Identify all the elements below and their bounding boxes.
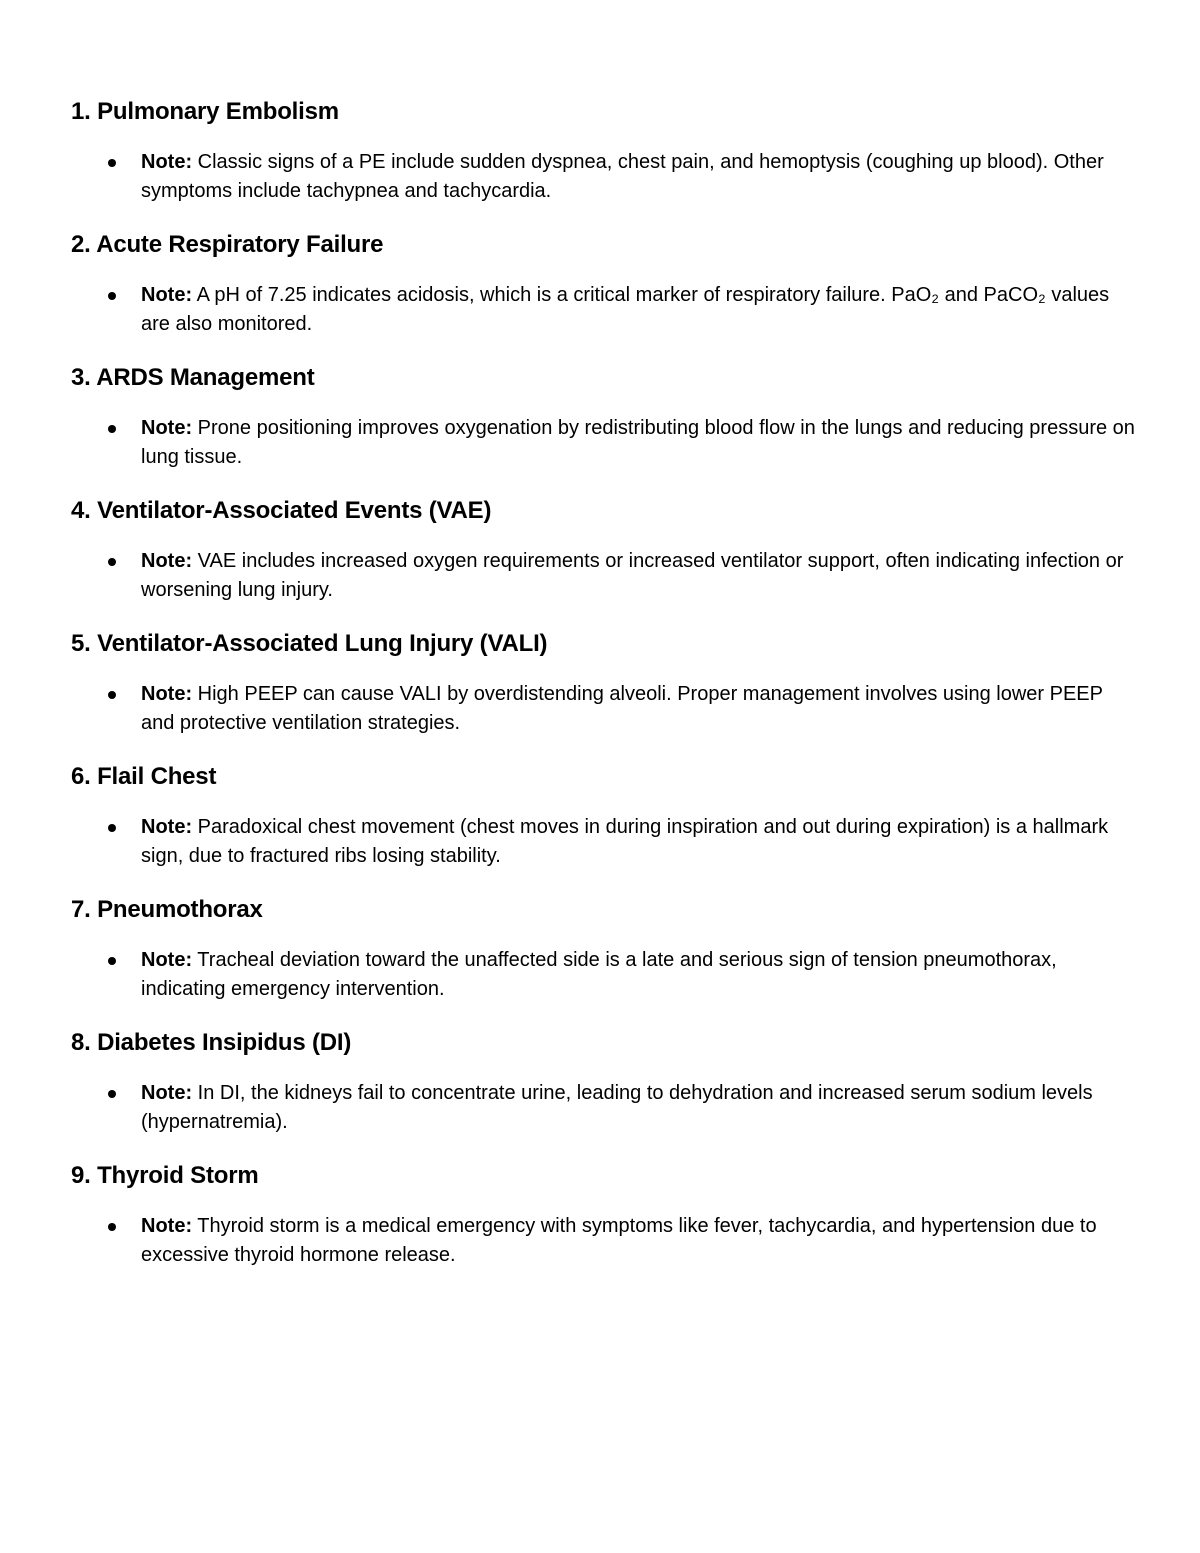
bullet-icon [108,691,116,699]
note-text: Tracheal deviation toward the unaffected side is a late and serious sign of tension pneumothorax, indicating emergency intervention. [141,949,1057,1000]
note-text: VAE includes increased oxygen requirements or increased ventilator support, often indicating infection or worsening lung injury. [141,550,1124,601]
note-list [71,281,1140,339]
note-list [71,680,1140,738]
bullet-icon [108,957,116,965]
section-title: 5. Ventilator-Associated Lung Injury (VALI) [71,630,548,657]
note-text: A pH of 7.25 indicates acidosis, which is a critical marker of respiratory failure. PaO₂ and PaCO₂ values are also monitored. [141,284,1110,335]
note-label: Note: [141,683,193,705]
section-title: 3. ARDS Management [71,364,315,391]
note-label: Note: [141,1215,193,1237]
note-label: Note: [141,816,193,838]
section-title: 2. Acute Respiratory Failure [71,231,384,258]
note-list [71,414,1140,472]
bullet-icon [108,824,116,832]
section-pulmonary-embolism [71,96,1140,206]
note-item [71,946,1140,1004]
bullet-icon [108,425,116,433]
section-pneumothorax [71,894,1140,1004]
section-title: 8. Diabetes Insipidus (DI) [71,1029,352,1056]
note-label: Note: [141,151,193,173]
section-title: 1. Pulmonary Embolism [71,98,339,125]
section-acute-respiratory-failure [71,229,1140,339]
note-item [71,680,1140,738]
note-label: Note: [141,284,193,306]
bullet-icon [108,292,116,300]
note-item [71,547,1140,605]
note-text: In DI, the kidneys fail to concentrate urine, leading to dehydration and increased serum sodium levels (hypernatremia). [141,1082,1093,1133]
note-list [71,946,1140,1004]
section-title: 7. Pneumothorax [71,896,263,923]
note-label: Note: [141,417,193,439]
note-list [71,1212,1140,1270]
bullet-icon [108,159,116,167]
note-text: Classic signs of a PE include sudden dyspnea, chest pain, and hemoptysis (coughing up blood). Other symptoms include tachypnea and tachycardia. [141,151,1104,202]
section-title: 6. Flail Chest [71,763,217,790]
note-label: Note: [141,1082,193,1104]
note-text: High PEEP can cause VALI by overdistending alveoli. Proper management involves using lower PEEP and protective ventilation strategies. [141,683,1103,734]
note-list [71,813,1140,871]
note-list [71,547,1140,605]
bullet-icon [108,558,116,566]
bullet-icon [108,1090,116,1098]
bullet-icon [108,1223,116,1231]
section-thyroid-storm [71,1160,1140,1270]
note-label: Note: [141,550,193,572]
note-list [71,148,1140,206]
section-ards-management [71,362,1140,472]
section-title: 9. Thyroid Storm [71,1162,259,1189]
note-text: Thyroid storm is a medical emergency with symptoms like fever, tachycardia, and hypertension due to excessive thyroid hormone release. [141,1215,1097,1266]
note-item [71,813,1140,871]
note-text: Prone positioning improves oxygenation by redistributing blood flow in the lungs and reducing pressure on lung tissue. [141,417,1135,468]
note-item [71,1212,1140,1270]
note-item [71,1079,1140,1137]
section-vali [71,628,1140,738]
note-list [71,1079,1140,1137]
note-item [71,148,1140,206]
note-label: Note: [141,949,193,971]
note-item [71,281,1140,339]
section-title: 4. Ventilator-Associated Events (VAE) [71,497,492,524]
section-flail-chest [71,761,1140,871]
section-vae [71,495,1140,605]
section-diabetes-insipidus [71,1027,1140,1137]
note-text: Paradoxical chest movement (chest moves in during inspiration and out during expiration) is a hallmark sign, due to fractured ribs losing stability. [141,816,1109,867]
note-item [71,414,1140,472]
